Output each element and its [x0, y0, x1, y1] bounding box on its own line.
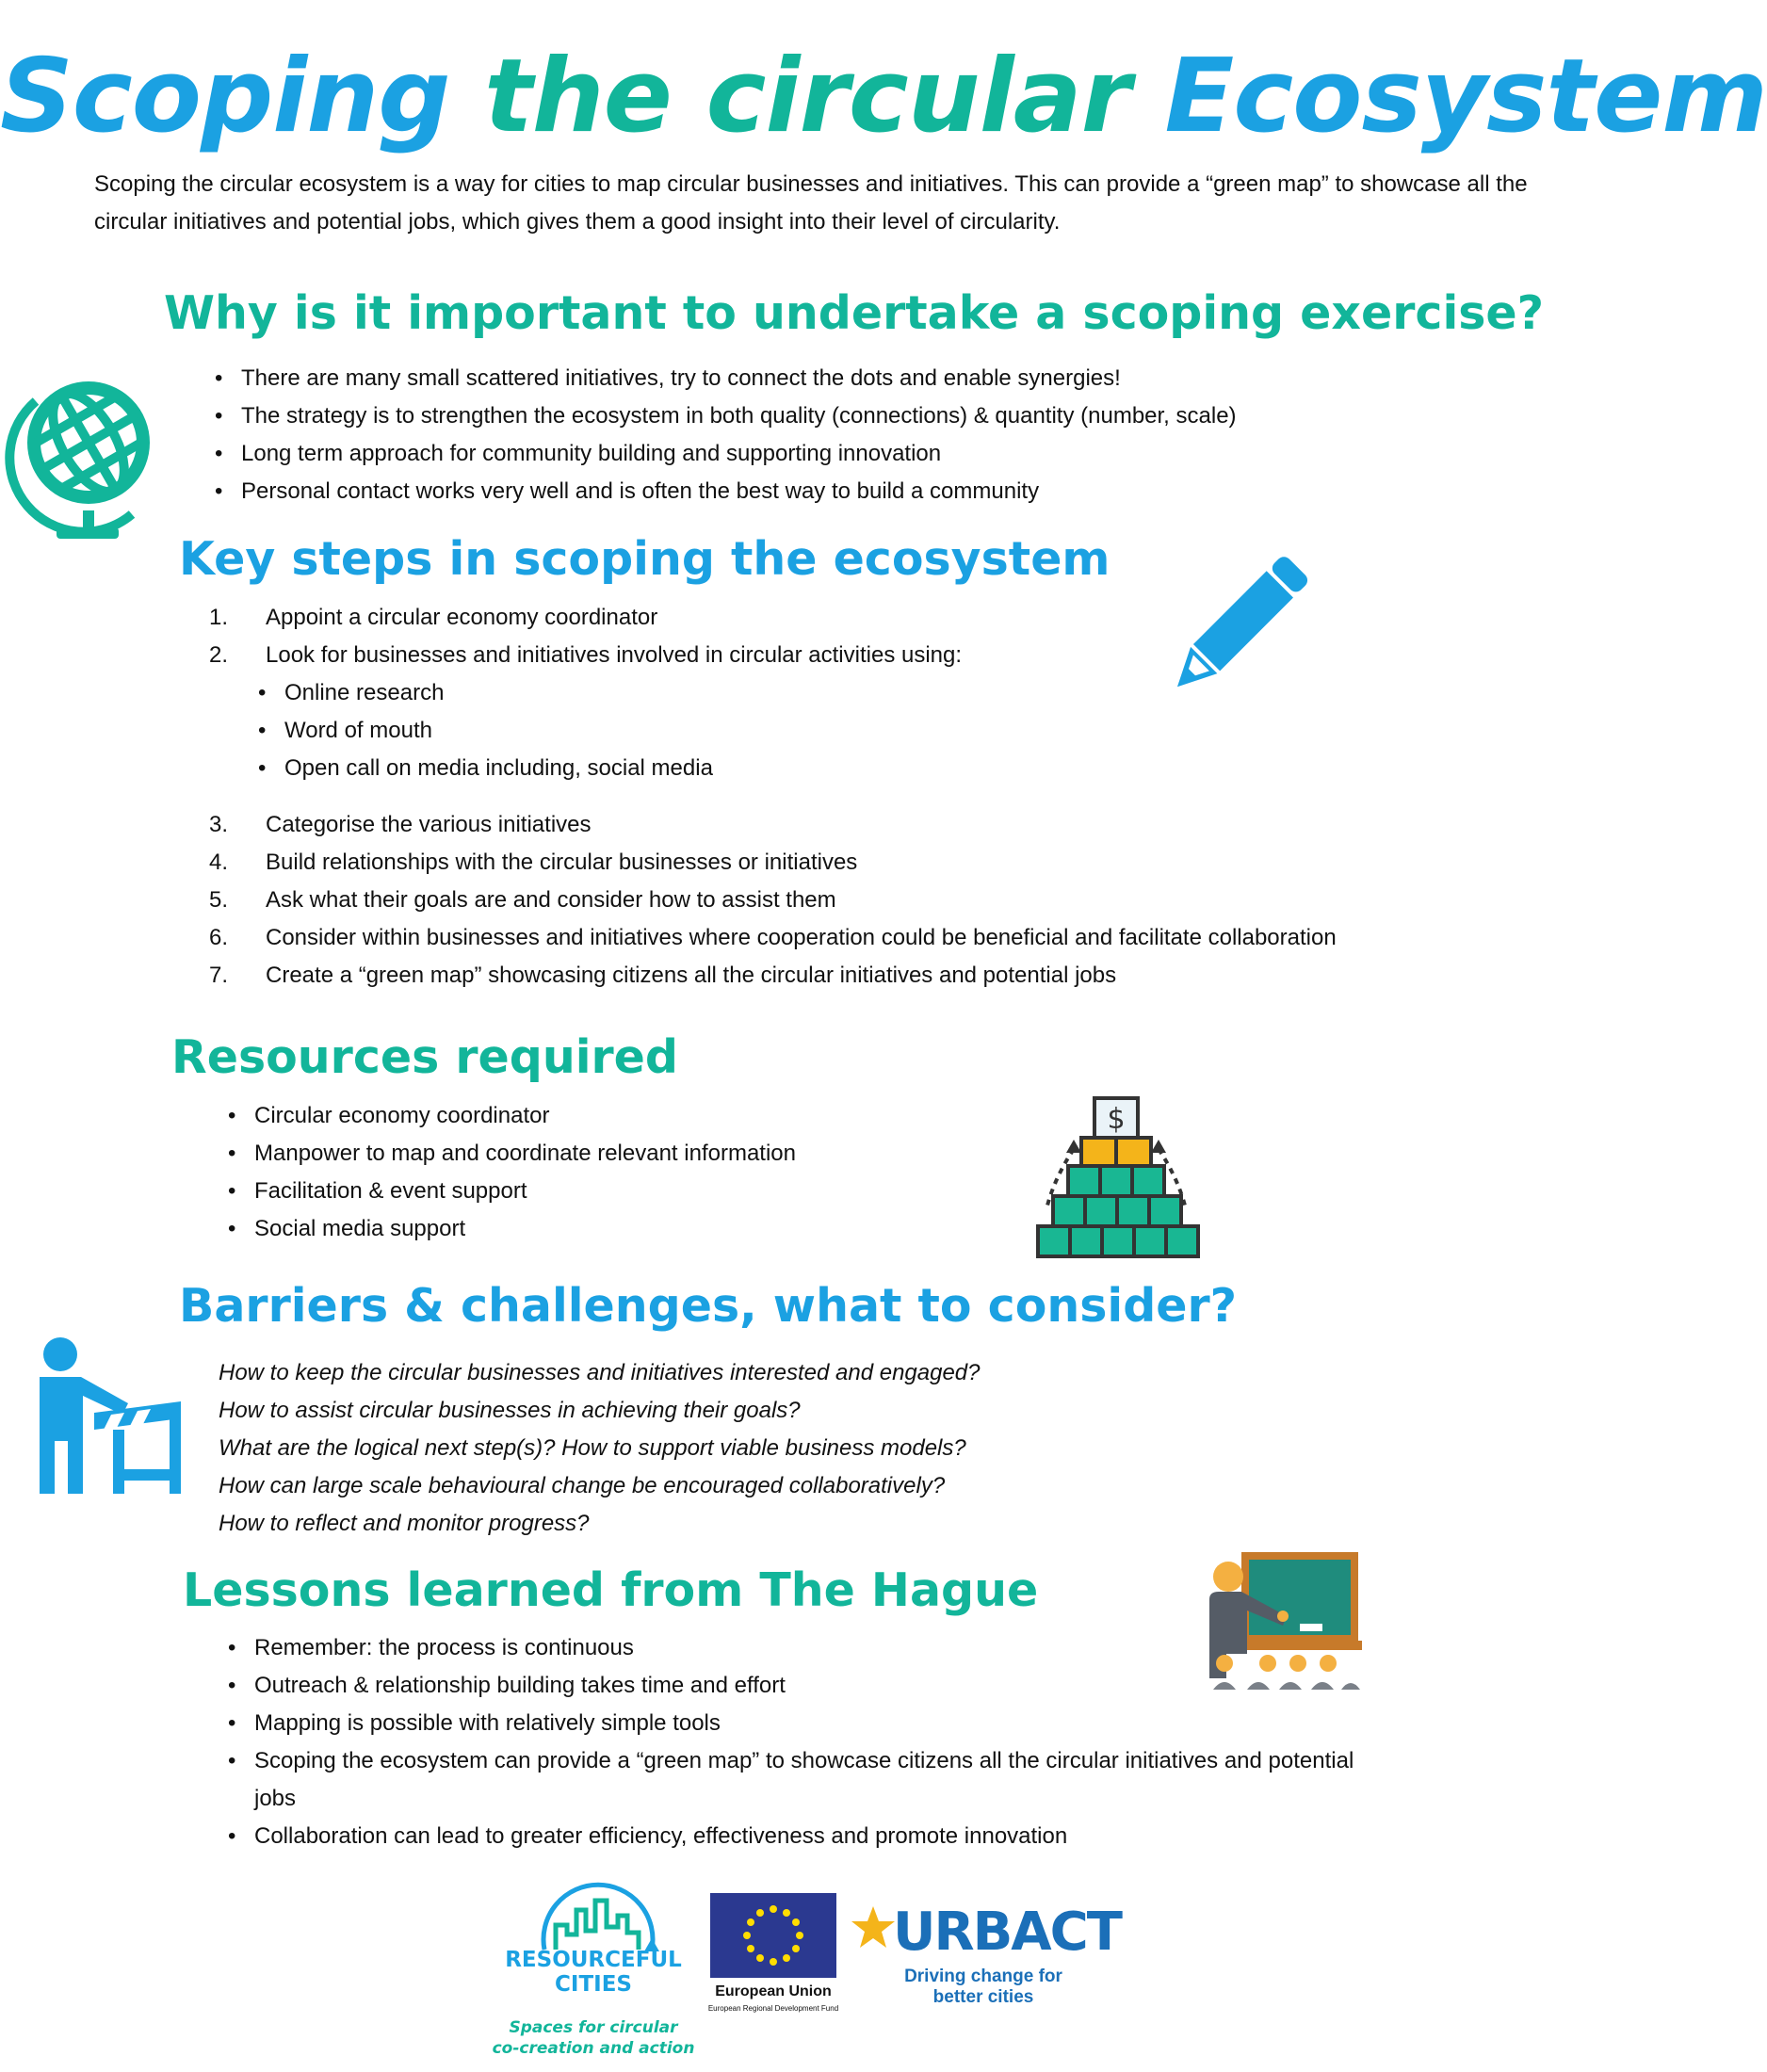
- step-number: 7.: [209, 963, 229, 988]
- list-item: • Outreach & relationship building takes time and effort: [222, 1667, 1390, 1705]
- urbact-tagline-1: Driving change for: [904, 1967, 1062, 1986]
- list-item: • Scoping the ecosystem can provide a “green map” to showcase citizens all the circular initiatives and potential jobs: [222, 1742, 1390, 1818]
- step-number: 4.: [209, 850, 229, 875]
- list-item: • Word of mouth: [251, 712, 1287, 750]
- european-union-logo: [703, 1893, 844, 2025]
- why-list: [209, 360, 1528, 510]
- step-text: Appoint a circular economy coordinator: [266, 605, 658, 630]
- title-part-3: Ecosystem: [1164, 38, 1767, 155]
- list-item: • Facilitation & event support: [222, 1173, 1070, 1210]
- resourceful-line-2: CITIES: [555, 1972, 632, 1997]
- list-item: How can large scale behavioural change be encouraged collaboratively?: [219, 1473, 946, 1498]
- list-item: How to assist circular businesses in achieving their goals?: [219, 1398, 801, 1423]
- step-text: Look for businesses and initiatives involved in circular activities using:: [266, 642, 963, 668]
- intro-paragraph: Scoping the circular ecosystem is a way for cities to map circular businesses and initiatives. This can provide a “green map” to showcase all the circular initiatives and potential jobs, which gives them a good insight into their level of circularity.: [94, 171, 1528, 235]
- list-item: • Personal contact works very well and is often the best way to build a community: [209, 473, 1528, 510]
- resources-list: [222, 1097, 1070, 1248]
- list-item: [209, 882, 1565, 919]
- resourceful-cities-logo: [490, 1884, 697, 2067]
- step-text: Create a “green map” showcasing citizens all the circular initiatives and potential jobs: [266, 963, 1117, 988]
- why-heading: Why is it important to undertake a scoping exercise?: [164, 286, 1545, 340]
- list-item: [209, 806, 1565, 844]
- barriers-heading: Barriers & challenges, what to consider?: [179, 1279, 1238, 1333]
- resourceful-tagline-2: co-creation and action: [492, 2039, 695, 2058]
- list-item: How to reflect and monitor progress?: [219, 1511, 590, 1536]
- list-item: • There are many small scattered initiatives, try to connect the dots and enable synergies!: [209, 360, 1528, 397]
- star-icon: [850, 1904, 897, 1951]
- list-item: • Open call on media including, social media: [251, 750, 1287, 787]
- list-item: • Long term approach for community building and supporting innovation: [209, 435, 1528, 473]
- lessons-heading: Lessons learned from The Hague: [183, 1563, 1039, 1617]
- title-part-1: Scoping: [0, 38, 450, 155]
- step-text: Categorise the various initiatives: [266, 812, 592, 837]
- steps-heading: Key steps in scoping the ecosystem: [179, 532, 1110, 586]
- list-item: How to keep the circular businesses and initiatives interested and engaged?: [219, 1360, 981, 1385]
- list-item: [209, 637, 1528, 674]
- urbact-tagline-2: better cities: [932, 1987, 1034, 2007]
- step-text: Build relationships with the circular businesses or initiatives: [266, 850, 858, 875]
- steps-list-rest: [209, 806, 1565, 995]
- list-item: What are the logical next step(s)? How to support viable business models?: [219, 1435, 966, 1461]
- presenter-icon: [26, 1335, 186, 1496]
- step-text: Ask what their goals are and consider how to assist them: [266, 887, 836, 913]
- list-item: [209, 957, 1565, 995]
- list-item: [209, 599, 1528, 637]
- step-number: 5.: [209, 887, 229, 913]
- step-text: Consider within businesses and initiatives where cooperation could be beneficial and facilitate collaboration: [266, 925, 1337, 950]
- eu-name: European Union: [715, 1983, 832, 1999]
- list-item: • Manpower to map and coordinate relevant information: [222, 1135, 1070, 1173]
- resourceful-line-1: RESOURCEFUL: [505, 1948, 682, 1972]
- list-item: [209, 844, 1565, 882]
- step-number: 1.: [209, 605, 229, 630]
- globe-icon: [19, 373, 160, 542]
- list-item: • Circular economy coordinator: [222, 1097, 1070, 1135]
- list-item: • Mapping is possible with relatively simple tools: [222, 1705, 1390, 1742]
- list-item: • The strategy is to strengthen the ecosystem in both quality (connections) & quantity (number, scale): [209, 397, 1528, 435]
- list-item: • Collaboration can lead to greater efficiency, effectiveness and promote innovation: [222, 1818, 1390, 1855]
- step-number: 6.: [209, 925, 229, 950]
- urbact-logo: [850, 1902, 1132, 2015]
- step-number: 3.: [209, 812, 229, 837]
- steps-list-first: [209, 599, 1528, 674]
- eu-fund: European Regional Development Fund: [707, 2004, 839, 2013]
- money-pyramid-icon: [1027, 1093, 1206, 1271]
- step-number: 2.: [209, 642, 229, 668]
- eu-flag-icon: [710, 1893, 836, 1978]
- title-part-2: the circular: [484, 38, 1130, 155]
- urbact-name: URBACT: [893, 1902, 1121, 1963]
- page-title: [0, 36, 1767, 158]
- steps-sublist: [251, 674, 1287, 787]
- barriers-list: [219, 1354, 1443, 1543]
- resourceful-tagline-1: Spaces for circular: [509, 2018, 678, 2037]
- list-item: • Online research: [251, 674, 1287, 712]
- pyramid-symbol: $: [1107, 1103, 1126, 1136]
- list-item: • Remember: the process is continuous: [222, 1629, 1390, 1667]
- lessons-list: [222, 1629, 1390, 1855]
- list-item: [209, 919, 1565, 957]
- resources-heading: Resources required: [171, 1030, 678, 1084]
- list-item: • Social media support: [222, 1210, 1070, 1248]
